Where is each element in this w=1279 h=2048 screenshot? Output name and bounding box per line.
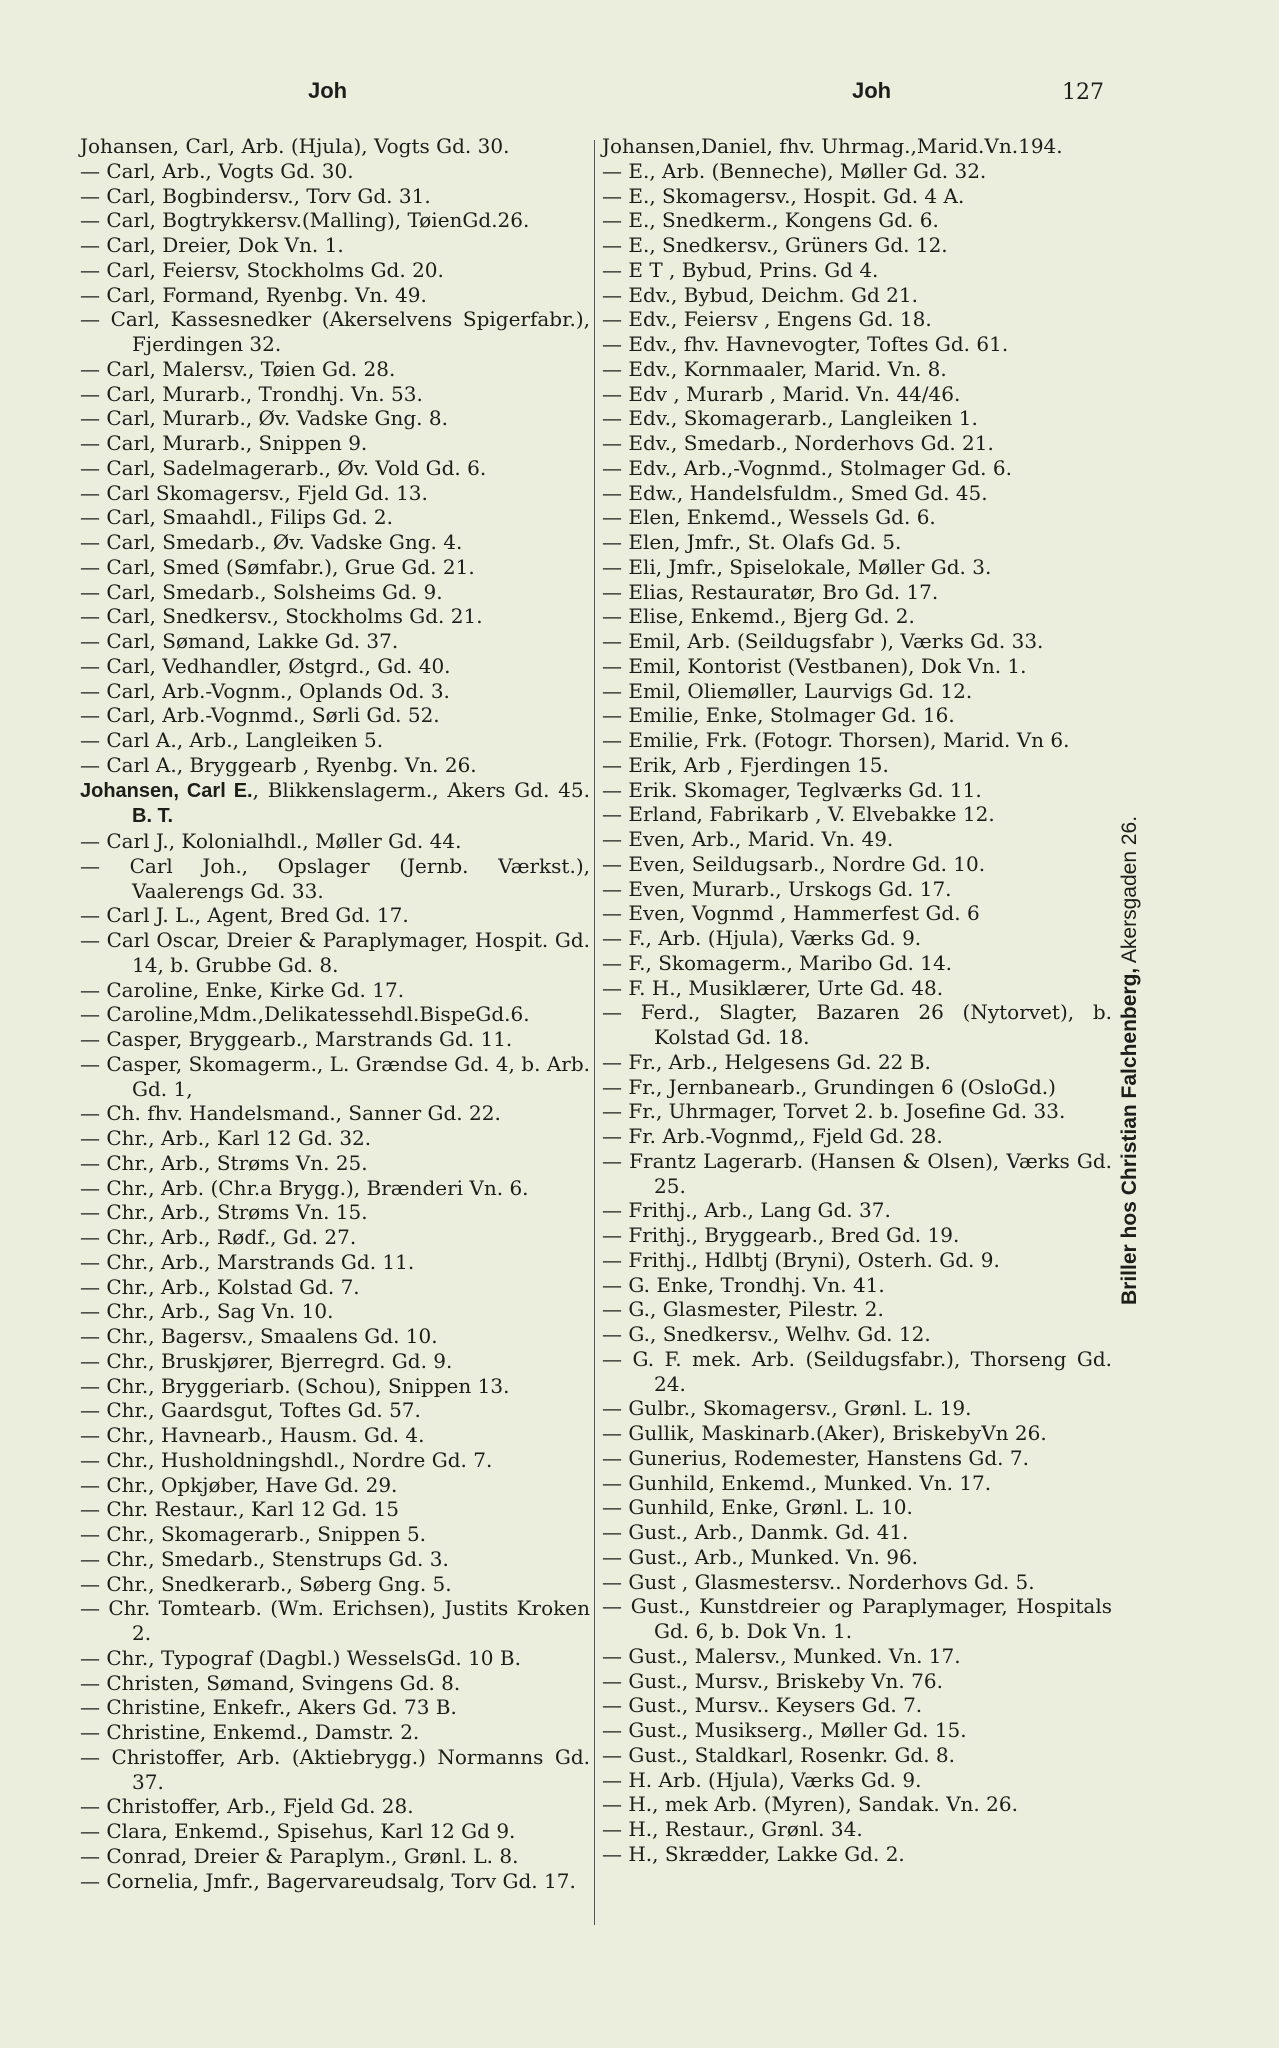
directory-entry: — Frantz Lagerarb. (Hansen & Olsen), Værks Gd. 25. [602,1148,1112,1198]
directory-entry: — Carl, Formand, Ryenbg. Vn. 49. [80,282,427,307]
directory-entry: — E., Snedkerm., Kongens Gd. 6. [602,208,939,233]
directory-entry: — Even, Arb., Marid. Vn. 49. [602,827,894,851]
directory-entry: Johansen, Carl, Arb. (Hjula), Vogts Gd. 30. [80,134,510,158]
directory-entry: — Chr., Arb., Marstrands Gd. 11. [80,1249,415,1274]
left-column [80,134,590,1893]
directory-entry: — Erik, Arb , Fjerdingen 15. [602,752,889,777]
directory-entry: — H., Restaur., Grønl. 34. [602,1817,863,1841]
directory-entry: — Carl J., Kolonialhdl., Møller Gd. 44. [80,829,462,853]
directory-entry: — Caroline, Enke, Kirke Gd. 17. [80,977,405,1002]
directory-entry: — Gulbr., Skomagersv., Grønl. L. 19. [602,1396,972,1421]
right-column [602,134,1112,1867]
directory-entry: — Fr. Arb.-Vognmd,, Fjeld Gd. 28. [602,1124,943,1148]
directory-entry: — Gunhild, Enke, Grønl. L. 10. [602,1495,913,1520]
directory-entry: — Christoffer, Arb., Fjeld Gd. 28. [80,1794,414,1819]
directory-entry: — Carl, Murarb., Øv. Vadske Gng. 8. [80,406,448,431]
directory-entry: — Clara, Enkemd., Spisehus, Karl 12 Gd 9. [80,1819,516,1843]
directory-entry: — Carl A., Arb., Langleiken 5. [80,728,384,752]
directory-entry: — Chr., Havnearb., Hausm. Gd. 4. [80,1423,425,1447]
directory-entry: — Carl, Arb., Vogts Gd. 30. [80,158,354,183]
directory-entry: — Christine, Enkefr., Akers Gd. 73 B. [80,1695,457,1720]
directory-entry: — Carl Joh., Opslager (Jernb. Værkst.), Vaalerengs Gd. 33. [80,853,590,903]
directory-entry: — Emil, Kontorist (Vestbanen), Dok Vn. 1. [602,653,1027,678]
directory-entry: — Eli, Jmfr., Spiselokale, Møller Gd. 3. [602,554,992,579]
directory-entry: — Carl Skomagersv., Fjeld Gd. 13. [80,480,428,505]
directory-entry: — Elen, Jmfr., St. Olafs Gd. 5. [602,530,902,554]
directory-entry: — Christen, Sømand, Svingens Gd. 8. [80,1670,461,1695]
directory-entry: — Carl, Bogtrykkersv.(Malling), TøienGd.26. [80,208,530,233]
directory-entry: — Even, Murarb., Urskogs Gd. 17. [602,876,952,901]
directory-entry: — Chr., Arb. (Chr.a Brygg.), Brænderi Vn. 6. [80,1175,529,1200]
directory-entry: — Chr., Bagersv., Smaalens Gd. 10. [80,1324,438,1348]
directory-entry: — Edv , Murarb , Marid. Vn. 44/46. [602,381,961,406]
directory-entry: — E., Snedkersv., Grüners Gd. 12. [602,233,948,257]
directory-entry: — Carl, Murarb., Trondhj. Vn. 53. [80,381,423,406]
directory-entry: — Carl, Murarb., Snippen 9. [80,431,368,455]
advert-name: Briller hos Christian Falchenberg, [1118,967,1141,1305]
directory-entry: — Christine, Enkemd., Damstr. 2. [80,1720,420,1744]
directory-entry: — H., mek Arb. (Myren), Sandak. Vn. 26. [602,1792,1018,1817]
directory-entry: — Gust., Mursv., Briskeby Vn. 76. [602,1668,943,1693]
directory-entry: — H. Arb. (Hjula), Værks Gd. 9. [602,1767,922,1792]
page-number: 127 [1062,80,1104,105]
directory-entry: — Carl, Smed (Sømfabr.), Grue Gd. 21. [80,554,475,579]
directory-entry: — Carl, Smaahdl., Filips Gd. 2. [80,505,393,530]
directory-entry: — G. F. mek. Arb. (Seildugsfabr.), Thorseng Gd. 24. [602,1346,1112,1396]
directory-entry: — Carl, Sadelmagerarb., Øv. Vold Gd. 6. [80,455,487,480]
directory-entry: — Carl, Bogbindersv., Torv Gd. 31. [80,183,431,208]
directory-entry: — Frithj., Bryggearb., Bred Gd. 19. [602,1223,960,1247]
directory-entry: — G., Snedkersv., Welhv. Gd. 12. [602,1322,931,1346]
directory-entry: — Carl, Kassesnedker (Akerselvens Spigerfabr.), Fjerdingen 32. [80,307,590,356]
directory-entry: — Edv., Arb.,-Vognmd., Stolmager Gd. 6. [602,455,1012,480]
directory-entry: — Chr., Arb., Sag Vn. 10. [80,1299,334,1324]
directory-entry: Johansen, Carl E., Blikkenslagerm., Akers Gd. 45. B. T. [80,777,590,828]
directory-entry: — Emilie, Frk. (Fotogr. Thorsen), Marid. Vn 6. [602,728,1070,752]
directory-entry: — Fr., Uhrmager, Torvet 2. b. Josefine Gd. 33. [602,1099,1066,1124]
directory-entry: — Edv., Kornmaaler, Marid. Vn. 8. [602,356,947,381]
directory-entry: — Chr., Opkjøber, Have Gd. 29. [80,1472,398,1497]
directory-entry: — Caroline,Mdm.,Delikatessehdl.BispeGd.6. [80,1002,530,1027]
directory-entry: — F. H., Musiklærer, Urte Gd. 48. [602,975,944,1000]
directory-entry: — Gullik, Maskinarb.(Aker), BriskebyVn 26. [602,1421,1047,1445]
directory-entry: — Emil, Oliemøller, Laurvigs Gd. 12. [602,678,973,703]
directory-entry: — Carl, Smedarb., Solsheims Gd. 9. [80,579,443,604]
directory-entry: — Christoffer, Arb. (Aktiebrygg.) Normanns Gd. 37. [80,1744,590,1794]
directory-entry: — Elias, Restauratør, Bro Gd. 17. [602,579,939,604]
running-head-right: Joh [852,78,892,103]
directory-entry: — Chr., Snedkerarb., Søberg Gng. 5. [80,1571,452,1596]
running-head-left: Joh [308,78,348,103]
directory-entry: — Carl, Arb.-Vognm., Oplands Od. 3. [80,678,450,703]
directory-entry: — F., Arb. (Hjula), Værks Gd. 9. [602,926,922,950]
directory-entry: — Gust., Staldkarl, Rosenkr. Gd. 8. [602,1742,956,1767]
directory-entry: — Carl, Dreier, Dok Vn. 1. [80,233,344,257]
directory-entry: — Edv., Feiersv , Engens Gd. 18. [602,307,932,332]
directory-entry: — Chr., Arb., Strøms Vn. 15. [80,1200,368,1225]
directory-entry: — Gust., Kunstdreier og Paraplymager, Hospitals Gd. 6, b. Dok Vn. 1. [602,1594,1112,1643]
directory-entry: — Gust., Malersv., Munked. Vn. 17. [602,1643,961,1668]
directory-entry: — F., Skomagerm., Maribo Gd. 14. [602,950,953,975]
directory-entry: — Chr., Bruskjører, Bjerregrd. Gd. 9. [80,1348,453,1373]
directory-entry: — Gust., Arb., Danmk. Gd. 41. [602,1520,909,1544]
directory-entry: — Emilie, Enke, Stolmager Gd. 16. [602,703,955,728]
directory-entry: — Carl, Feiersv, Stockholms Gd. 20. [80,257,444,282]
directory-entry: — Fr., Jernbanearb., Grundingen 6 (OsloGd.) [602,1074,1056,1099]
directory-entry: — Carl Oscar, Dreier & Paraplymager, Hospit. Gd. 14, b. Grubbe Gd. 8. [80,928,590,977]
directory-entry: — Chr., Bryggeriarb. (Schou), Snippen 13. [80,1373,510,1398]
directory-entry: — Carl J. L., Agent, Bred Gd. 17. [80,903,409,928]
directory-entry: — Edv., Skomagerarb., Langleiken 1. [602,406,978,431]
directory-entry: — Elise, Enkemd., Bjerg Gd. 2. [602,604,915,629]
directory-entry: — Casper, Skomagerm., L. Grændse Gd. 4, b. Arb. Gd. 1, [80,1051,590,1101]
directory-entry: — Chr. Restaur., Karl 12 Gd. 15 [80,1497,399,1522]
directory-entry: — Chr., Arb., Karl 12 Gd. 32. [80,1126,372,1150]
directory-entry: Johansen,Daniel, fhv. Uhrmag.,Marid.Vn.194. [602,134,1063,158]
directory-entry: — Erik. Skomager, Teglværks Gd. 11. [602,777,982,802]
directory-entry: — Emil, Arb. (Seildugsfabr ), Værks Gd. 33. [602,629,1044,653]
directory-entry: — Chr., Typograf (Dagbl.) WesselsGd. 10 B. [80,1645,521,1670]
directory-entry: — Chr., Arb., Kolstad Gd. 7. [80,1274,360,1299]
directory-entry: — Chr. Tomtearb. (Wm. Erichsen), Justits Kroken 2. [80,1596,590,1645]
directory-entry: — Carl, Arb.-Vognmd., Sørli Gd. 52. [80,703,440,728]
directory-entry: — G. Enke, Trondhj. Vn. 41. [602,1272,885,1297]
directory-entry: — Frithj., Hdlbtj (Bryni), Osterh. Gd. 9. [602,1247,1000,1272]
directory-entry: — Carl, Malersv., Tøien Gd. 28. [80,356,396,381]
directory-entry: — E., Skomagersv., Hospit. Gd. 4 A. [602,183,965,208]
directory-entry: — H., Skrædder, Lakke Gd. 2. [602,1841,905,1866]
directory-entry: — Chr., Arb., Strøms Vn. 25. [80,1150,368,1175]
directory-entry: — Erland, Fabrikarb , V. Elvebakke 12. [602,802,995,827]
directory-entry: — Conrad, Dreier & Paraplym., Grønl. L. 8. [80,1843,519,1868]
directory-entry: — Elen, Enkemd., Wessels Gd. 6. [602,505,936,530]
directory-entry: — Gunerius, Rodemester, Hanstens Gd. 7. [602,1445,1029,1470]
directory-entry: — Chr., Smedarb., Stenstrups Gd. 3. [80,1546,449,1571]
directory-entry: — Gust., Arb., Munked. Vn. 96. [602,1544,919,1569]
directory-entry: — Even, Vognmd , Hammerfest Gd. 6 [602,901,980,926]
directory-entry: — Gust , Glasmestersv.. Norderhovs Gd. 5. [602,1569,1035,1594]
side-advertisement [1118,816,1142,1305]
directory-entry: — Frithj., Arb., Lang Gd. 37. [602,1198,891,1223]
directory-entry: — Ch. fhv. Handelsmand., Sanner Gd. 22. [80,1101,501,1126]
directory-entry: — Gust., Mursv.. Keysers Gd. 7. [602,1693,923,1718]
directory-entry: — Gunhild, Enkemd., Munked. Vn. 17. [602,1470,992,1495]
advert-address: Akersgaden 26. [1118,815,1141,968]
directory-entry: — Carl, Sømand, Lakke Gd. 37. [80,629,399,653]
directory-entry: — Carl, Vedhandler, Østgrd., Gd. 40. [80,653,451,678]
directory-entry: — Ferd., Slagter, Bazaren 26 (Nytorvet), b. Kolstad Gd. 18. [602,1000,1112,1049]
directory-entry: — Edv., Bybud, Deichm. Gd 21. [602,282,918,307]
directory-entry: — Gust., Musikserg., Møller Gd. 15. [602,1718,967,1742]
directory-entry: — Cornelia, Jmfr., Bagervareudsalg, Torv Gd. 17. [80,1868,576,1893]
directory-entry: — Chr., Arb., Rødf., Gd. 27. [80,1225,357,1249]
directory-entry: — Carl A., Bryggearb , Ryenbg. Vn. 26. [80,752,477,777]
directory-entry: — Edv., Smedarb., Norderhovs Gd. 21. [602,431,994,455]
directory-entry: — Chr., Husholdningshdl., Nordre Gd. 7. [80,1447,493,1472]
directory-entry: — Carl, Snedkersv., Stockholms Gd. 21. [80,604,483,629]
column-divider [594,140,595,1925]
directory-entry: — Even, Seildugsarb., Nordre Gd. 10. [602,851,986,876]
directory-entry: — E T , Bybud, Prins. Gd 4. [602,257,879,282]
directory-entry: — Edv., fhv. Havnevogter, Toftes Gd. 61. [602,332,1009,356]
directory-entry: — Casper, Bryggearb., Marstrands Gd. 11. [80,1027,513,1051]
directory-entry: — Chr., Skomagerarb., Snippen 5. [80,1522,427,1546]
directory-entry: — Carl, Smedarb., Øv. Vadske Gng. 4. [80,530,463,554]
directory-entry: — Chr., Gaardsgut, Toftes Gd. 57. [80,1398,421,1423]
directory-entry: — G., Glasmester, Pilestr. 2. [602,1297,884,1322]
directory-entry: — Fr., Arb., Helgesens Gd. 22 B. [602,1049,931,1074]
directory-entry: — E., Arb. (Benneche), Møller Gd. 32. [602,158,987,183]
directory-entry: — Edw., Handelsfuldm., Smed Gd. 45. [602,480,988,505]
